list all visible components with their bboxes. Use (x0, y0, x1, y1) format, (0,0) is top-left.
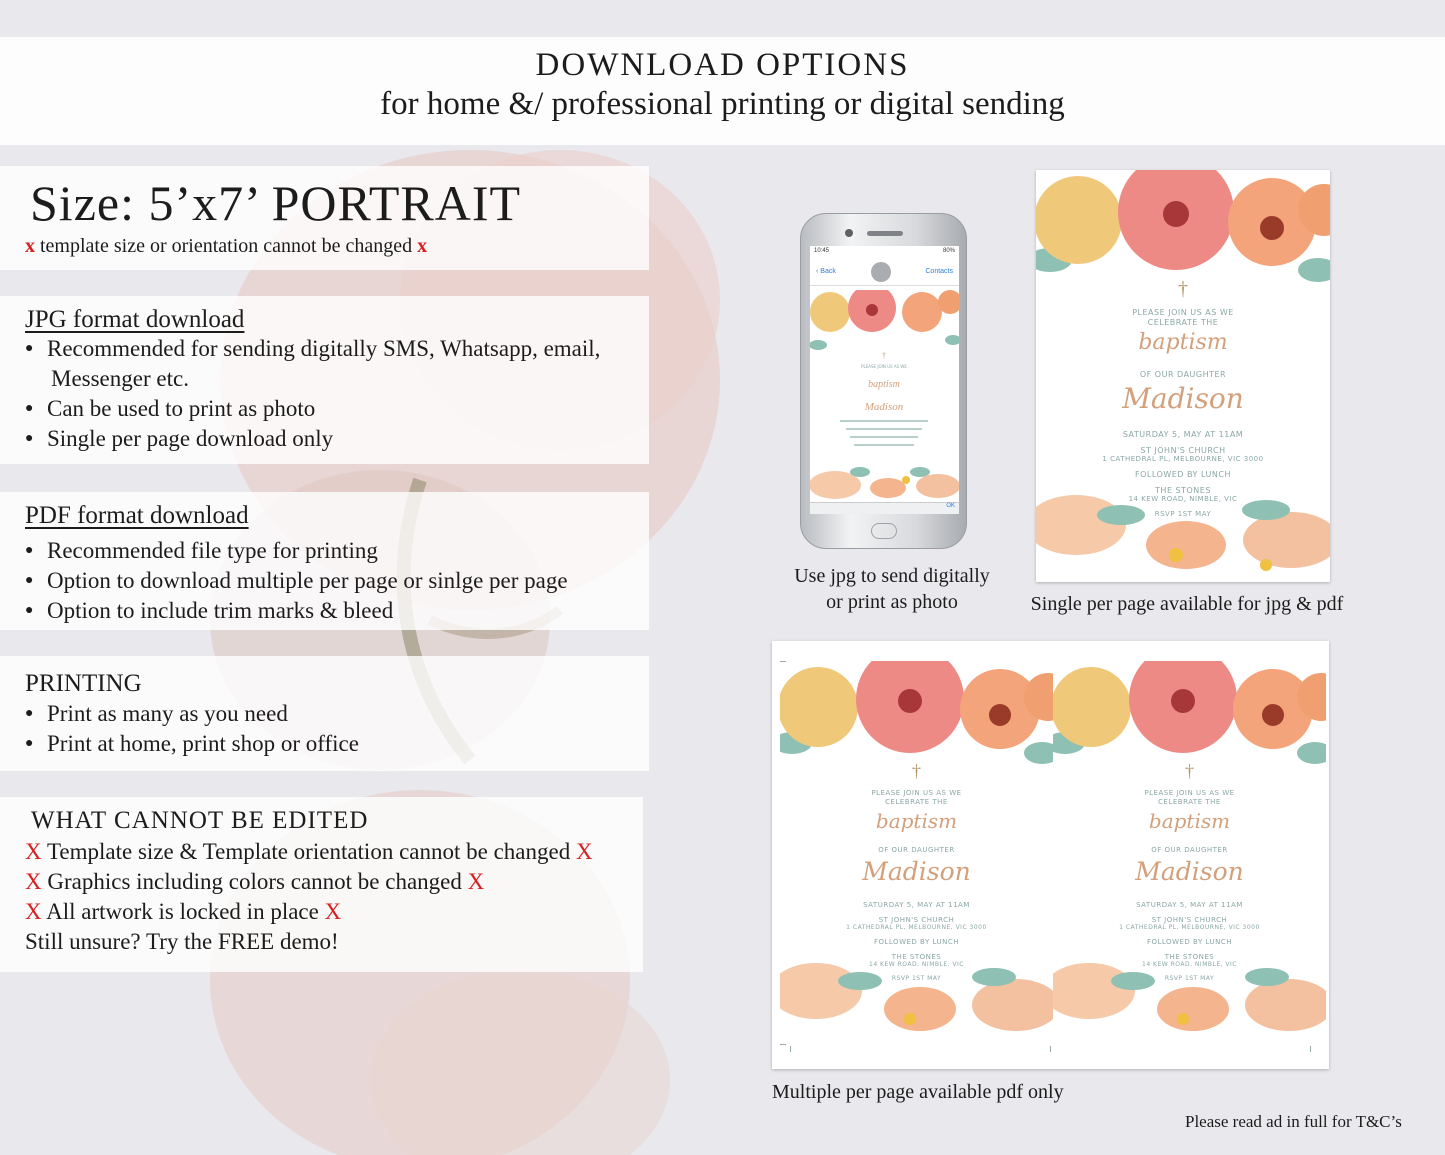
invite-script-name: Madison (862, 857, 971, 886)
red-x-icon: X (25, 839, 42, 864)
multi-invitation-card-left (780, 661, 1053, 1044)
cannot-edit-text-2: Graphics including colors cannot be changed (47, 869, 462, 894)
invite-script-name: Madison (1122, 382, 1244, 415)
printing-bullet-2: Print at home, print shop or office (47, 731, 359, 756)
cannot-edit-line-2 (25, 867, 593, 897)
multi-invitation-card-right (1053, 661, 1326, 1044)
invite-venue: ST JOHN'S CHURCH (1151, 916, 1228, 924)
invite-line-3: OF OUR DAUGHTER (1151, 846, 1228, 854)
list-item (25, 596, 568, 626)
invite-venue: ST JOHN'S CHURCH (1140, 446, 1226, 455)
invite-rsvp: RSVP 1ST MAY (891, 975, 942, 982)
cannot-edit-title: WHAT CANNOT BE EDITED (31, 807, 369, 834)
invite-address-2: 14 KEW ROAD, NIMBLE, VIC (869, 961, 964, 968)
pdf-format-panel (0, 492, 649, 630)
printing-panel (0, 656, 649, 771)
message-navbar (810, 258, 959, 286)
invite-venue-2: THE STONES (1164, 953, 1215, 961)
pdf-section-title: PDF format download (25, 502, 249, 529)
invite-script-baptism: baptism (1148, 809, 1231, 833)
size-note (25, 235, 427, 258)
invite-address: 1 CATHEDRAL PL, MELBOURNE, VIC 3000 (1102, 455, 1264, 463)
invite-rsvp: RSVP 1ST MAY (1154, 510, 1212, 518)
phone-caption (783, 563, 1001, 615)
cannot-edit-text-3: All artwork is locked in place (46, 899, 319, 924)
list-item (25, 566, 568, 596)
cross-icon: † (912, 761, 921, 781)
list-item (25, 424, 600, 454)
trim-mark (1050, 1046, 1051, 1052)
status-bar (810, 246, 959, 258)
phone-invitation-preview (810, 290, 959, 502)
pdf-bullet-3: Option to include trim marks & bleed (47, 598, 394, 623)
camera-icon (845, 229, 853, 237)
cross-icon: † (1178, 278, 1188, 300)
contact-avatar-icon (871, 262, 891, 282)
red-x-icon: X (25, 899, 42, 924)
single-caption: Single per page available for jpg & pdf (1030, 593, 1344, 615)
message-input-bar[interactable] (810, 502, 959, 514)
terms-note: Please read ad in full for T&C’s (1185, 1112, 1402, 1131)
contacts-link[interactable]: Contacts (925, 268, 953, 275)
red-x-icon: X (324, 899, 342, 924)
trim-mark (780, 1044, 786, 1045)
pdf-bullet-list (25, 536, 568, 626)
trim-mark (790, 1046, 791, 1052)
multi-per-page-sheet (772, 641, 1329, 1069)
phone-mockup (800, 213, 967, 549)
invite-followed: FOLLOWED BY LUNCH (1146, 938, 1233, 946)
speaker-grille (867, 231, 903, 236)
list-item (25, 536, 568, 566)
invite-line-1: PLEASE JOIN US AS WE (1132, 308, 1234, 317)
invite-rsvp: RSVP 1ST MAY (1164, 975, 1215, 982)
back-button[interactable]: ‹ Back (816, 268, 836, 275)
demo-prompt: Still unsure? Try the FREE demo! (25, 929, 339, 954)
invite-address: 1 CATHEDRAL PL, MELBOURNE, VIC 3000 (1119, 924, 1260, 931)
status-battery: 80% (942, 248, 955, 254)
printing-bullet-list (25, 699, 359, 759)
cannot-edit-line-1 (25, 837, 593, 867)
list-item (25, 729, 359, 759)
red-x-icon: x (25, 235, 35, 257)
invite-line-2: CELEBRATE THE (885, 798, 948, 806)
cannot-edit-line-3 (25, 897, 593, 927)
trim-mark (1310, 1046, 1311, 1052)
jpg-bullet-2: Can be used to print as photo (47, 396, 316, 421)
size-note-text: template size or orientation cannot be changed (40, 235, 413, 257)
phone-screen (810, 246, 959, 514)
printing-bullet-1: Print as many as you need (47, 701, 288, 726)
invite-line-2: CELEBRATE THE (1158, 798, 1221, 806)
header-banner (0, 37, 1445, 145)
list-item (25, 334, 600, 394)
size-panel (0, 166, 649, 270)
invite-line-1: PLEASE JOIN US AS WE (1144, 789, 1235, 797)
invite-venue-2: THE STONES (1155, 486, 1211, 495)
invite-date: SATURDAY 5, MAY AT 11AM (1122, 430, 1244, 439)
invite-venue: ST JOHN'S CHURCH (878, 916, 955, 924)
cannot-edit-panel (0, 797, 643, 972)
status-time: 10:45 (814, 248, 830, 254)
cannot-edit-lines (25, 837, 593, 957)
list-item (25, 699, 359, 729)
invite-followed: FOLLOWED BY LUNCH (1135, 470, 1231, 479)
invite-line-2: CELEBRATE THE (1147, 318, 1219, 327)
phone-caption-line-2: or print as photo (826, 591, 958, 613)
jpg-bullet-1-continuation: Messenger etc. (51, 366, 189, 391)
invite-address-2: 14 KEW ROAD, NIMBLE, VIC (1142, 961, 1237, 968)
size-title: Size: 5’x7’ PORTRAIT (30, 175, 522, 231)
svg-text:baptism: baptism (868, 379, 900, 390)
invite-date: SATURDAY 5, MAY AT 11AM (1136, 901, 1243, 909)
red-x-icon: X (467, 869, 485, 894)
invite-date: SATURDAY 5, MAY AT 11AM (863, 901, 970, 909)
svg-text:PLEASE JOIN US AS WE: PLEASE JOIN US AS WE (861, 364, 907, 369)
red-x-icon: X (575, 839, 593, 864)
invite-address-2: 14 KEW ROAD, NIMBLE, VIC (1128, 495, 1238, 503)
page-title: DOWNLOAD OPTIONS (535, 47, 910, 83)
pdf-bullet-2: Option to download multiple per page or sinlge per page (47, 568, 568, 593)
invite-script-baptism: baptism (1138, 330, 1228, 355)
phone-caption-line-1: Use jpg to send digitally (794, 565, 990, 587)
cannot-edit-text-1: Template size & Template orientation cannot be changed (46, 839, 571, 864)
printing-section-title: PRINTING (25, 670, 142, 697)
pdf-bullet-1: Recommended file type for printing (47, 538, 378, 563)
invite-line-3: OF OUR DAUGHTER (1139, 370, 1227, 379)
svg-text:†: † (882, 351, 886, 360)
invite-script-name: Madison (1135, 857, 1244, 886)
multi-caption: Multiple per page available pdf only (772, 1081, 1064, 1103)
invite-followed: FOLLOWED BY LUNCH (873, 938, 960, 946)
red-x-icon: X (25, 869, 42, 894)
home-button (871, 523, 897, 539)
jpg-bullet-1: Recommended for sending digitally SMS, Whatsapp, email, (47, 336, 601, 361)
svg-text:Madison: Madison (864, 401, 904, 413)
invite-line-3: OF OUR DAUGHTER (878, 846, 955, 854)
jpg-section-title: JPG format download (25, 306, 245, 333)
invite-script-baptism: baptism (875, 809, 958, 833)
jpg-format-panel (0, 296, 649, 464)
invite-line-1: PLEASE JOIN US AS WE (871, 789, 962, 797)
red-x-icon: x (417, 235, 428, 257)
jpg-bullet-3: Single per page download only (47, 426, 334, 451)
invite-venue-2: THE STONES (891, 953, 942, 961)
cross-icon: † (1185, 761, 1194, 781)
page-subtitle: for home &/ professional printing or digital sending (380, 86, 1065, 122)
trim-mark (780, 661, 786, 662)
send-button[interactable]: OK (946, 503, 955, 509)
invite-address: 1 CATHEDRAL PL, MELBOURNE, VIC 3000 (846, 924, 987, 931)
jpg-bullet-list (25, 334, 600, 454)
single-invitation-card (1036, 170, 1330, 582)
list-item (25, 394, 600, 424)
